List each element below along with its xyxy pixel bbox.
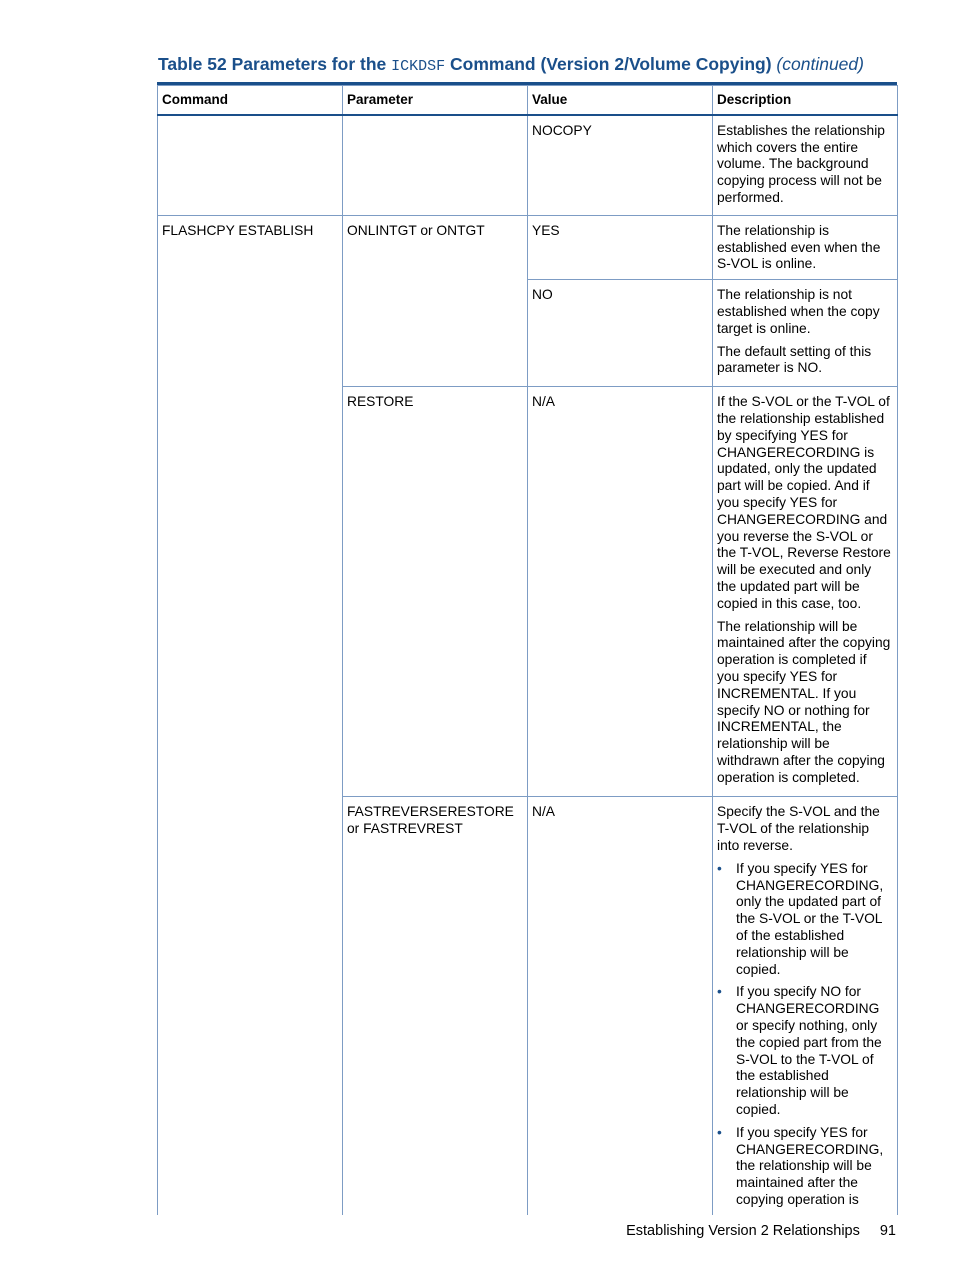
table-row [158, 215, 898, 279]
cell-description [713, 797, 898, 1215]
cell-description: Establishes the relationship which covers the entire volume. The background copying process will not be performed. [713, 115, 898, 215]
page-footer [560, 1223, 896, 1239]
description-paragraph: Specify the S-VOL and the T-VOL of the relationship into reverse. [717, 804, 880, 854]
cell-command: FLASHCPY ESTABLISH [158, 215, 343, 1215]
cell-parameter: RESTORE [343, 387, 528, 797]
cell-command [158, 115, 343, 215]
list-item: • If you specify NO for CHANGERECORDING or specify nothing, only the copied part from the S-VOL to the T-VOL of the established relationship will be copied. [717, 984, 882, 1118]
header-row [158, 86, 898, 115]
caption-suffix: Command (Version 2/Volume Copying) [450, 54, 772, 74]
footer-section-title: Establishing Version 2 Relationships [626, 1223, 860, 1239]
list-item: • If you specify YES for CHANGERECORDING, the relationship will be maintained after the copying operation is [717, 1124, 884, 1208]
description-paragraph: The default setting of this parameter is NO. [717, 343, 872, 376]
cell-parameter [343, 115, 528, 215]
cell-parameter: ONLINTGT or ONTGT [343, 215, 528, 386]
bullet-icon: • [717, 860, 722, 876]
cell-parameter: FASTREVERSERESTORE or FASTREVREST [343, 797, 528, 1215]
cell-value: YES [528, 215, 713, 279]
caption-command: ICKDSF [391, 58, 446, 75]
cell-value: NOCOPY [528, 115, 713, 215]
header-command: Command [158, 86, 343, 115]
cell-description: The relationship is established even when the S-VOL is online. [713, 215, 898, 279]
bullet-icon: • [717, 984, 722, 1000]
bullet-icon: • [717, 1124, 722, 1140]
cell-value: N/A [528, 797, 713, 1215]
cell-description [713, 387, 898, 797]
page-number: 91 [879, 1223, 896, 1239]
header-parameter: Parameter [343, 86, 528, 115]
header-value: Value [528, 86, 713, 115]
list-item: • If you specify YES for CHANGERECORDING, only the updated part of the S-VOL or the T-VOL of the established relationship will be copied. [717, 860, 884, 977]
description-bullet-list [717, 861, 892, 1209]
table-caption [158, 54, 898, 75]
description-paragraph: The relationship is not established when the copy target is online. [717, 287, 880, 336]
parameters-table [157, 85, 898, 1215]
description-paragraph: The relationship will be maintained after the copying operation is completed if you specify YES for INCREMENTAL. If you specify NO or nothing for INCREMENTAL, the relationship will be withdrawn after the copying operation is completed. [717, 618, 891, 785]
caption-prefix: Table 52 Parameters for the [158, 54, 387, 74]
description-paragraph: If the S-VOL or the T-VOL of the relationship established by specifying YES for CHANGERECORDING is updated, only the updated part will be copied. And if you specify YES for CHANGERECORDING and you reverse the S-VOL or the T-VOL, Reverse Restore will be executed and only the updated part will be copied in this case, too. [717, 394, 891, 611]
caption-continued: (continued) [776, 54, 864, 74]
cell-value: NO [528, 280, 713, 387]
cell-description [713, 280, 898, 387]
header-description: Description [713, 86, 898, 115]
table-row [158, 115, 898, 215]
cell-value: N/A [528, 387, 713, 797]
